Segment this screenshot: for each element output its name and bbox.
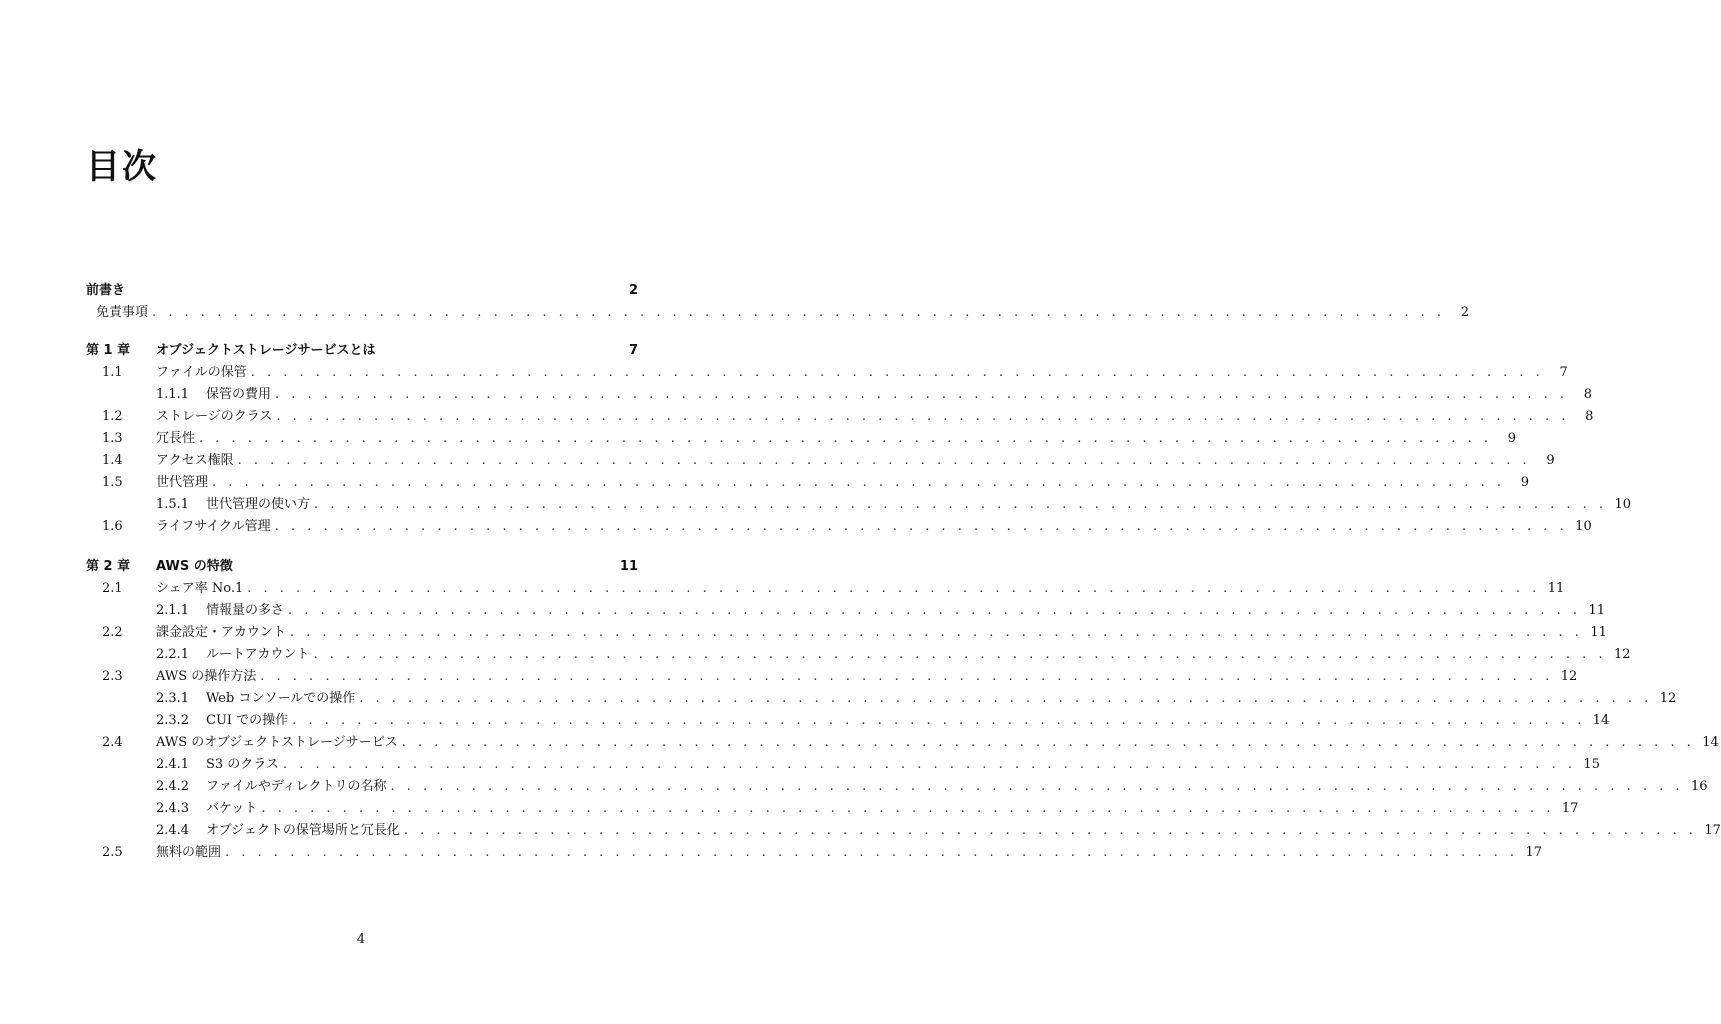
toc-entry-title: オブジェクトの保管場所と冗長化 [206, 823, 400, 838]
toc-section-entry[interactable] [86, 622, 1607, 644]
toc-entry-number: 2.3 [102, 669, 123, 684]
toc-entry-number: 1.5 [102, 475, 123, 490]
toc-entry-title: 無料の範囲 [156, 845, 222, 860]
toc-chapter-entry[interactable] [86, 280, 638, 302]
toc-entry-page: 16 [1690, 779, 1708, 794]
page-title: 目次 [86, 147, 158, 187]
toc-entry-number: 2.2.1 [156, 647, 190, 662]
toc-entry-number: 1.3 [102, 431, 123, 446]
toc-leader-dots: . . . . . . . . . . . . . . . . . . . . . . . . . . . . . . . . . . . . . . . . . . . . . . . . . . . . . . . . . . . . . . . . . . . . . . . . . . . . . . . . [313, 647, 1607, 662]
toc-entry-title: バケット [206, 801, 258, 816]
toc-leader-dots: . . . . . . . . . . . . . . . . . . . . . . . . . . . . . . . . . . . . . . . . . . . . . . . . . . . . . . . . . . . . . . . . . . . . . . . . . . . . . . . . [152, 305, 1446, 320]
toc-entry-title: 世代管理の使い方 [206, 497, 311, 512]
footer-page-number: 4 [356, 932, 366, 947]
toc-leader-dots: . . . . . . . . . . . . . . . . . . . . . . . . . . . . . . . . . . . . . . . . . . . . . . . . . . . . . . . . . . . . . . . . . . . . . . . . . . . . . . . . [250, 365, 1544, 380]
toc-leader-dots: . . . . . . . . . . . . . . . . . . . . . . . . . . . . . . . . . . . . . . . . . . . . . . . . . . . . . . . . . . . . . . . . . . . . . . . . . . . . . . . . [237, 453, 1531, 468]
toc-leader-dots: . . . . . . . . . . . . . . . . . . . . . . . . . . . . . . . . . . . . . . . . . . . . . . . . . . . . . . . . . . . . . . . . . . . . . . . . . . . . . . . . [261, 801, 1555, 816]
toc-entry-page: 9 [1520, 475, 1530, 490]
toc-chapter-entry[interactable] [86, 556, 638, 578]
toc-leader-dots: . . . . . . . . . . . . . . . . . . . . . . . . . . . . . . . . . . . . . . . . . . . . . . . . . . . . . . . . . . . . . . . . . . . . . . . . . . . . . . . . [274, 519, 1568, 534]
toc-entry-page: 14 [1592, 713, 1610, 728]
toc-section-entry[interactable] [86, 732, 1719, 754]
toc-section-entry[interactable] [86, 428, 1517, 450]
toc-leader-dots: . . . . . . . . . . . . . . . . . . . . . . . . . . . . . . . . . . . . . . . . . . . . . . . . . . . . . . . . . . . . . . . . . . . . . . . . . . . . . . . . [260, 669, 1554, 684]
toc-entry-title: 前書き [86, 283, 126, 298]
toc-entry-number: 1.5.1 [156, 497, 190, 512]
toc-entry-title: ファイルの保管 [156, 365, 247, 380]
toc-leader-dots: . . . . . . . . . . . . . . . . . . . . . . . . . . . . . . . . . . . . . . . . . . . . . . . . . . . . . . . . . . . . . . . . . . . . . . . . . . . . . . . . [199, 431, 1493, 446]
toc-entry-number: 第 1 章 [86, 343, 131, 358]
toc-entry-title: シェア率 No.1 [156, 581, 244, 596]
toc-subsection-entry[interactable] [86, 494, 1632, 516]
toc-entry-number: 2.1 [102, 581, 123, 596]
toc-entry-title: アクセス権限 [156, 453, 234, 468]
toc-subsection-entry[interactable] [86, 644, 1631, 666]
toc-entry-number: 2.1.1 [156, 603, 190, 618]
toc-entry-page: 9 [1507, 431, 1517, 446]
toc-entry-page: 2 [1460, 305, 1470, 320]
toc-entry-title: CUI での操作 [206, 713, 289, 728]
toc-subsection-entry[interactable] [86, 776, 1708, 798]
toc-leader-dots: . . . . . . . . . . . . . . . . . . . . . . . . . . . . . . . . . . . . . . . . . . . . . . . . . . . . . . . . . . . . . . . . . . . . . . . . . . . . . . . . [276, 409, 1570, 424]
toc-entry-title: S3 のクラス [206, 757, 279, 772]
toc-entry-number: 1.6 [102, 519, 123, 534]
toc-entry-title: ストレージのクラス [156, 409, 273, 424]
toc-section-entry[interactable] [86, 516, 1592, 538]
toc-section-entry[interactable] [86, 302, 1470, 324]
toc-entry-title: ファイルやディレクトリの名称 [206, 779, 387, 794]
toc-leader-dots: . . . . . . . . . . . . . . . . . . . . . . . . . . . . . . . . . . . . . . . . . . . . . . . . . . . . . . . . . . . . . . . . . . . . . . . . . . . . . . . . [282, 757, 1576, 772]
toc-entry-page: 2 [628, 283, 638, 298]
toc-subsection-entry[interactable] [86, 688, 1677, 710]
toc-subsection-entry[interactable] [86, 600, 1606, 622]
toc-section-entry[interactable] [86, 406, 1594, 428]
toc-entry-number: 2.3.1 [156, 691, 190, 706]
toc-entry-number: 2.4.2 [156, 779, 190, 794]
toc-subsection-entry[interactable] [86, 754, 1600, 776]
toc-leader-dots: . . . . . . . . . . . . . . . . . . . . . . . . . . . . . . . . . . . . . . . . . . . . . . . . . . . . . . . . . . . . . . . . . . . . . . . . . . . . . . . . [212, 475, 1506, 490]
toc-entry-page: 7 [1559, 365, 1568, 380]
toc-entry-page: 9 [1546, 453, 1555, 468]
toc-entry-page: 15 [1583, 757, 1600, 772]
toc-entry-page: 11 [1590, 625, 1607, 640]
toc-section-entry[interactable] [86, 578, 1565, 600]
toc-entry-title: 課金設定・アカウント [156, 625, 286, 640]
toc-leader-dots: . . . . . . . . . . . . . . . . . . . . . . . . . . . . . . . . . . . . . . . . . . . . . . . . . . . . . . . . . . . . . . . . . . . . . . . . . . . . . . . . [275, 387, 1569, 402]
toc-entry-page: 17 [1561, 801, 1579, 816]
toc-entry-number: 1.2 [102, 409, 123, 424]
toc-leader-dots: . . . . . . . . . . . . . . . . . . . . . . . . . . . . . . . . . . . . . . . . . . . . . . . . . . . . . . . . . . . . . . . . . . . . . . . . . . . . . . . . [359, 691, 1653, 706]
toc-entry-page: 17 [1704, 823, 1721, 838]
toc-entry-number: 第 2 章 [86, 559, 131, 574]
toc-entry-page: 11 [619, 559, 638, 574]
toc-entry-page: 10 [1614, 497, 1632, 512]
toc-entry-title: 情報量の多さ [206, 603, 285, 618]
toc-entry-title: 冗長性 [156, 431, 196, 446]
toc-entry-number: 1.1 [102, 365, 123, 380]
toc-entry-title: ライフサイクル管理 [156, 519, 271, 534]
toc-entry-page: 10 [1575, 519, 1592, 534]
toc-leader-dots: . . . . . . . . . . . . . . . . . . . . . . . . . . . . . . . . . . . . . . . . . . . . . . . . . . . . . . . . . . . . . . . . . . . . . . . . . . . . . . . . [401, 735, 1695, 750]
toc-section-entry[interactable] [86, 842, 1543, 864]
toc-leader-dots: . . . . . . . . . . . . . . . . . . . . . . . . . . . . . . . . . . . . . . . . . . . . . . . . . . . . . . . . . . . . . . . . . . . . . . . . . . . . . . . . [247, 581, 1541, 596]
toc-entry-number: 2.4.1 [156, 757, 190, 772]
toc-subsection-entry[interactable] [86, 820, 1721, 842]
toc-leader-dots: . . . . . . . . . . . . . . . . . . . . . . . . . . . . . . . . . . . . . . . . . . . . . . . . . . . . . . . . . . . . . . . . . . . . . . . . . . . . . . . . [292, 713, 1586, 728]
toc-entry-number: 2.4.4 [156, 823, 190, 838]
toc-entry-title: オブジェクトストレージサービスとは [156, 343, 376, 358]
toc-chapter-entry[interactable] [86, 340, 638, 362]
toc-entry-title: 免責事項 [96, 305, 149, 320]
toc-entry-title: 保管の費用 [206, 387, 272, 402]
toc-section-entry[interactable] [86, 666, 1578, 688]
toc-entry-page: 12 [1659, 691, 1677, 706]
toc-entry-title: AWS の特徴 [156, 559, 233, 574]
toc-subsection-entry[interactable] [86, 384, 1593, 406]
toc-section-entry[interactable] [86, 362, 1568, 384]
toc-entry-number: 2.4.3 [156, 801, 190, 816]
toc-leader-dots: . . . . . . . . . . . . . . . . . . . . . . . . . . . . . . . . . . . . . . . . . . . . . . . . . . . . . . . . . . . . . . . . . . . . . . . . . . . . . . . . [314, 497, 1608, 512]
toc-leader-dots: . . . . . . . . . . . . . . . . . . . . . . . . . . . . . . . . . . . . . . . . . . . . . . . . . . . . . . . . . . . . . . . . . . . . . . . . . . . . . . . . [403, 823, 1697, 838]
toc-entry-page: 17 [1525, 845, 1543, 860]
toc-entry-number: 2.4 [102, 735, 123, 750]
toc-entry-number: 1.1.1 [156, 387, 190, 402]
toc-entry-page: 11 [1588, 603, 1606, 618]
toc-entry-page: 14 [1702, 735, 1719, 750]
toc-section-entry[interactable] [86, 450, 1555, 472]
toc-leader-dots: . . . . . . . . . . . . . . . . . . . . . . . . . . . . . . . . . . . . . . . . . . . . . . . . . . . . . . . . . . . . . . . . . . . . . . . . . . . . . . . . [288, 603, 1582, 618]
toc-entry-page: 12 [1613, 647, 1631, 662]
toc-entry-title: ルートアカウント [206, 647, 310, 662]
toc-entry-number: 1.4 [102, 453, 123, 468]
toc-entry-title: AWS の操作方法 [156, 669, 257, 684]
toc-entry-number: 2.5 [102, 845, 123, 860]
toc-entry-page: 8 [1583, 387, 1593, 402]
toc-entry-number: 2.3.2 [156, 713, 190, 728]
toc-entry-title: AWS のオブジェクトストレージサービス [156, 735, 398, 750]
toc-leader-dots: . . . . . . . . . . . . . . . . . . . . . . . . . . . . . . . . . . . . . . . . . . . . . . . . . . . . . . . . . . . . . . . . . . . . . . . . . . . . . . . . [390, 779, 1684, 794]
toc-entry-number: 2.2 [102, 625, 123, 640]
toc-leader-dots: . . . . . . . . . . . . . . . . . . . . . . . . . . . . . . . . . . . . . . . . . . . . . . . . . . . . . . . . . . . . . . . . . . . . . . . . . . . . . . . . [289, 625, 1583, 640]
toc-entry-title: 世代管理 [156, 475, 209, 490]
toc-subsection-entry[interactable] [86, 798, 1579, 820]
toc-entry-page: 12 [1560, 669, 1578, 684]
toc-entry-page: 8 [1585, 409, 1594, 424]
toc-entry-title: Web コンソールでの操作 [206, 691, 356, 706]
toc-section-entry[interactable] [86, 472, 1530, 494]
toc-leader-dots: . . . . . . . . . . . . . . . . . . . . . . . . . . . . . . . . . . . . . . . . . . . . . . . . . . . . . . . . . . . . . . . . . . . . . . . . . . . . . . . . [225, 845, 1519, 860]
toc-entry-page: 11 [1547, 581, 1565, 596]
toc-subsection-entry[interactable] [86, 710, 1610, 732]
toc-entry-page: 7 [628, 343, 638, 358]
